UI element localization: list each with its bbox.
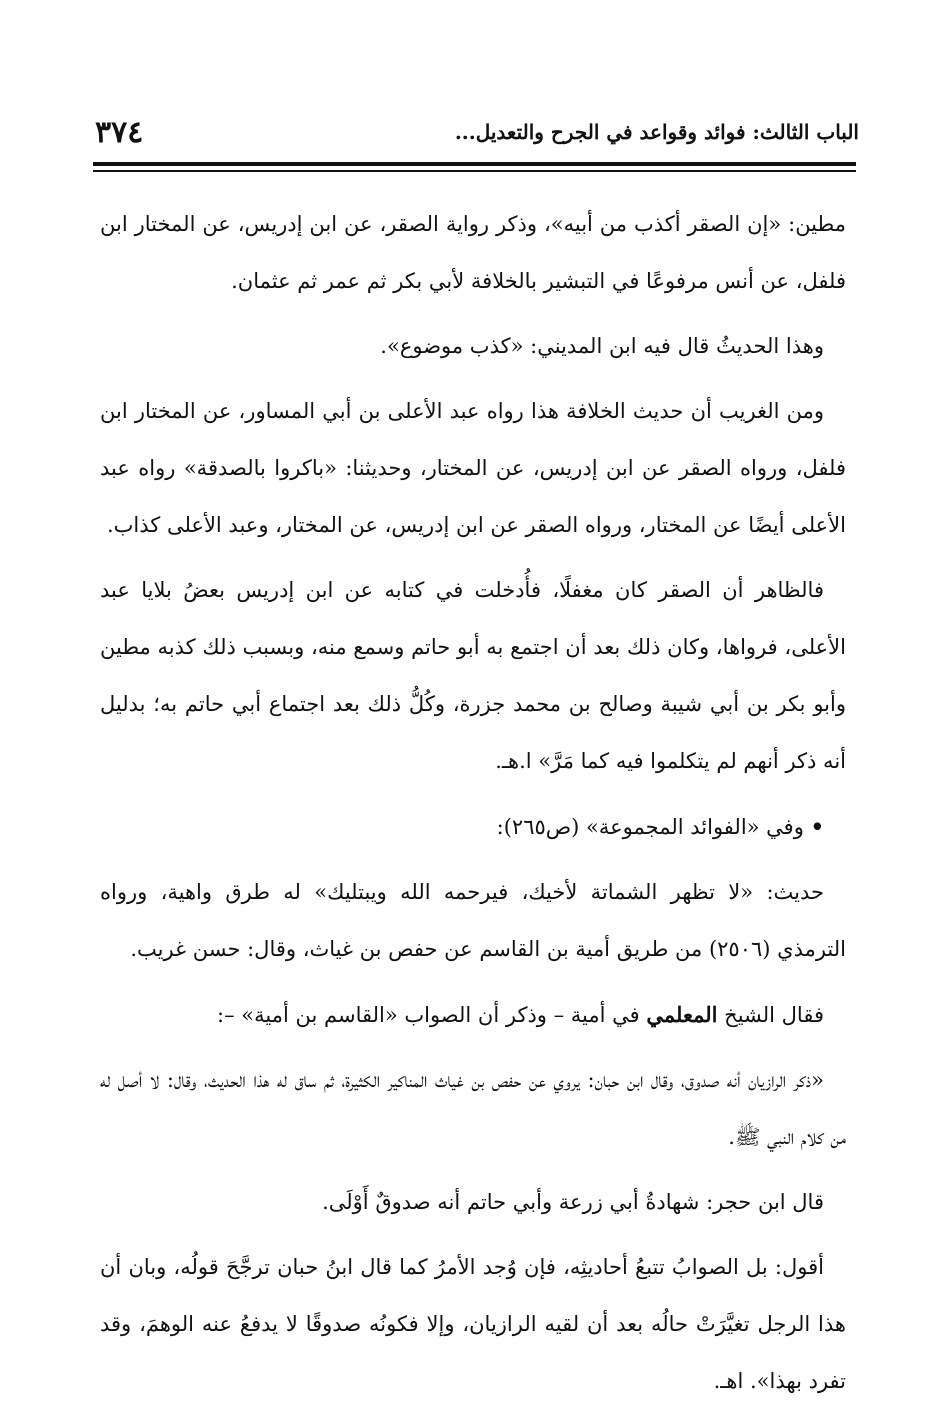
header-rule-thin (93, 170, 856, 172)
paragraph-7 (100, 986, 846, 1044)
bullet-text: وفي «الفوائد المجموعة» (ص٢٦٥): (496, 815, 804, 839)
body-text (100, 196, 846, 1418)
shaikh-name: المعلمي (646, 1002, 718, 1027)
shaikh-prefix: فقال الشيخ (717, 1003, 824, 1027)
bullet-paragraph (100, 798, 846, 856)
paragraph-2: وهذا الحديثُ قال فيه ابن المديني: «كذب موضوع». (380, 334, 824, 358)
page-number: ٣٧٤ (95, 114, 144, 150)
header-rule-thick (93, 162, 856, 166)
paragraph-8: «ذكر الرازيان أنه صدوق، وقال ابن حبان: يروي عن حفص بن غياث المناكير الكثيرة، ثم ساق له هذا الحديث، وقال: لا أصل له من كلام النبي ﷺ. (100, 1068, 846, 1149)
paragraph-6: حديث: «لا تظهر الشماتة لأخيك، فيرحمه الله ويبتليك» له طرق واهية، ورواه الترمذي (٢٥٠٦) من طريق أمية بن القاسم عن حفص بن غياث، وقال: حسن غريب. (100, 880, 846, 961)
shaikh-rest: في أمية – وذكر أن الصواب «القاسم بن أمية» –: (217, 1003, 647, 1027)
paragraph-10: أقول: بل الصوابُ تتبعُ أحاديثِه، فإن وُجد الأمرُ كما قال ابنُ حبان ترجَّحَ قولُه، وبان أن هذا الرجل تغيَّرَتْ حالُه بعد أن لقيه الرازيان، وإلا فكونُه صدوقًا لا يدفعُ عنه الوهمَ، وقد تفرد بهذا». اهـ. (100, 1255, 846, 1393)
paragraph-3: ومن الغريب أن حديث الخلافة هذا رواه عبد الأعلى بن أبي المساور، عن المختار ابن فلفل، ورواه الصقر عن ابن إدريس، عن المختار، وحديثنا: «باكروا بالصدقة» رواه عبد الأعلى أيضًا عن المختار، ورواه الصقر عن ابن إدريس، عن المختار، وعبد الأعلى كذاب. (100, 399, 846, 537)
paragraph-9: قال ابن حجر: شهادةُ أبي زرعة وأبي حاتم أنه صدوقٌ أَوْلَى. (322, 1190, 824, 1214)
paragraph-4: فالظاهر أن الصقر كان مغفلًا، فأُدخلت في كتابه عن ابن إدريس بعضُ بلايا عبد الأعلى، فرواها، وكان ذلك بعد أن اجتمع به أبو حاتم وسمع منه، وبسبب ذلك كذبه مطين وأبو بكر بن أبي شيبة وصالح بن محمد جزرة، وكُلُّ ذلك بعد اجتماع أبي حاتم به؛ بدليل أنه ذكر أنهم لم يتكلموا فيه كما مَرَّ» ا.هـ. (100, 578, 846, 773)
running-title: الباب الثالث: فوائد وقواعد في الجرح والتعديل... (454, 120, 859, 144)
page-header (95, 112, 859, 152)
paragraph-1: مطين: «إن الصقر أكذب من أبيه»، وذكر رواية الصقر، عن ابن إدريس، عن المختار ابن فلفل، عن أنس مرفوعًا في التبشير بالخلافة لأبي بكر ثم عمر ثم عثمان. (100, 212, 846, 293)
bullet-icon: • (810, 814, 824, 839)
